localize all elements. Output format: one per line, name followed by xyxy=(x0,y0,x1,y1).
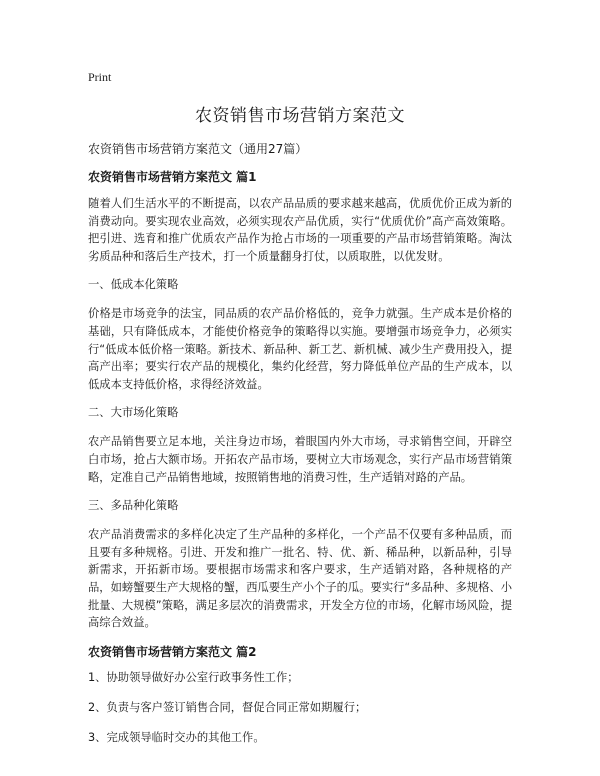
section-heading-1: 农资销售市场营销方案范文 篇1 xyxy=(88,170,257,184)
intro-paragraph: 随着人们生活水平的不断提高，以农产品品质的要求越来越高，优质优价正成为新的消费动向。要实现农业高效，必须实现农产品优质，实行“优质优价”高产高效策略。把引进、选育和推广优质农产品作为抢占市场的一项重要的产品市场营销策略。淘汰劣质品种和落后生产技术，打一个质量翻身打仗，以质取胜，以优发财。 xyxy=(88,197,512,263)
print-link[interactable]: Print xyxy=(88,70,112,84)
list-item: 3、完成领导临时交办的其他工作。 xyxy=(88,730,265,744)
paragraph-multi-variety: 农产品消费需求的多样化决定了生产品种的多样化，一个产品不仅要有多种品质，而且要有多种规格。引进、开发和推广一批名、特、优、新、稀品种，以新品种，引导新需求，开拓新市场。要根据市场需求和客户要求，生产适销对路，各种规格的产品，如螃蟹要生产大规格的蟹，西瓜要生产小个子的瓜。要实行“多品种、多规格、小批量、大规模”策略，满足多层次的消费需求，开发全方位的市场，化解市场风险，提高综合效益。 xyxy=(88,528,512,630)
subheading-low-cost: 一、低成本化策略 xyxy=(88,278,179,292)
list-item: 2、负责与客户签订销售合同，督促合同正常如期履行； xyxy=(88,700,367,714)
subheading-big-market: 二、大市场化策略 xyxy=(88,406,179,420)
subheading-multi-variety: 三、多品种化策略 xyxy=(88,499,179,513)
list-item: 1、协助领导做好办公室行政事务性工作； xyxy=(88,670,299,684)
document-subtitle: 农资销售市场营销方案范文（通用27篇） xyxy=(88,142,308,156)
paragraph-big-market: 农产品销售要立足本地，关注身边市场，着眼国内外大市场，寻求销售空间，开辟空白市场，抢占大额市场。开拓农产品市场，要树立大市场观念，实行产品市场营销策略，定准自己产品销售地域，按照销售地的消费习性，生产适销对路的产品。 xyxy=(88,435,512,484)
paragraph-low-cost: 价格是市场竞争的法宝，同品质的农产品价格低的，竞争力就强。生产成本是价格的基础，只有降低成本，才能使价格竞争的策略得以实施。要增强市场竞争力，必须实行“低成本低价格一策略。新技术、新品种、新工艺、新机械、减少生产费用投入，提高产出率；要实行农产品的规模化，集约化经营，努力降低单位产品的生产成本，以低成本支持低价格，求得经济效益。 xyxy=(88,307,512,391)
page-title: 农资销售市场营销方案范文 xyxy=(195,106,405,126)
section-heading-2: 农资销售市场营销方案范文 篇2 xyxy=(88,644,257,659)
